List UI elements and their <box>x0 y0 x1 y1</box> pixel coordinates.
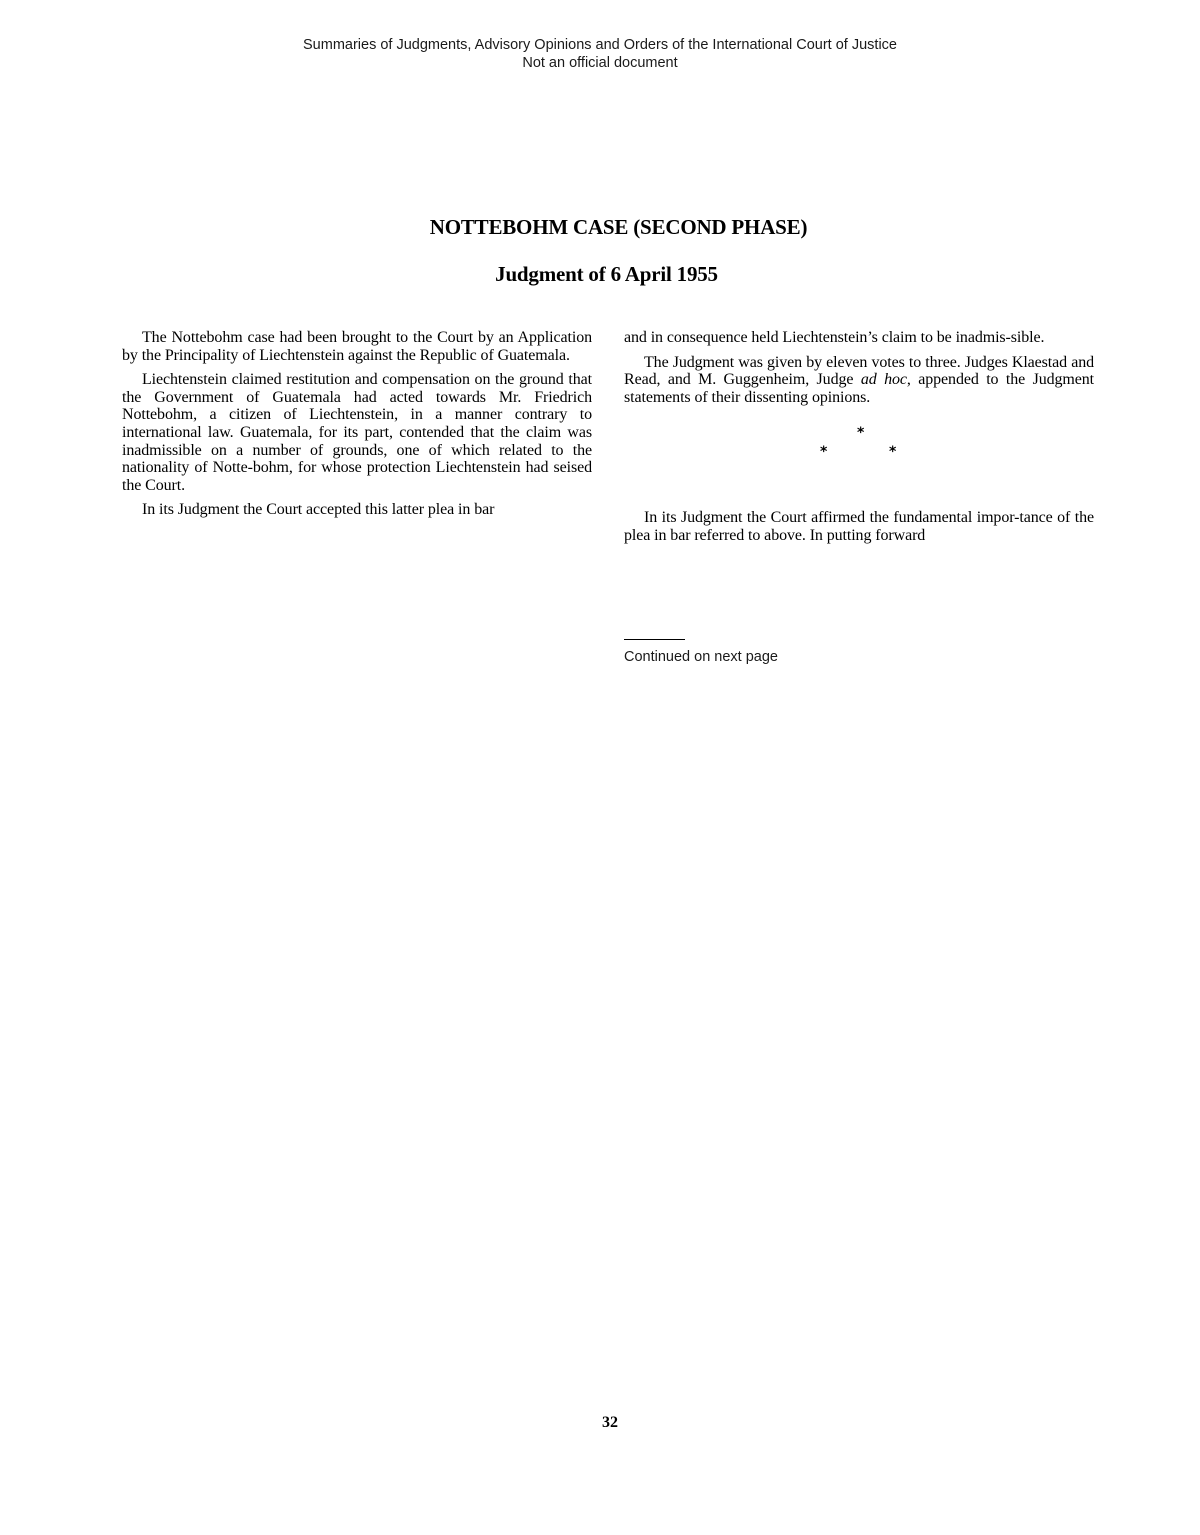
paragraph-text: , appended to the Judgment statements of their dissenting opinions. <box>624 371 1094 406</box>
header-line-1: Summaries of Judgments, Advisory Opinions and Orders of the International Court of Justice <box>303 37 897 53</box>
continued-note: Continued on next page <box>624 649 778 665</box>
asterisk: * <box>857 425 865 442</box>
asterisk: * <box>820 444 828 461</box>
paragraph: In its Judgment the Court affirmed the fundamental impor-tance of the plea in bar referred to above. In putting forward <box>624 509 1094 544</box>
italic-term: ad hoc <box>860 371 907 389</box>
paragraph: The Nottebohm case had been brought to the Court by an Application by the Principality of Liechtenstein against the Republic of Guatemala. <box>122 329 592 364</box>
paragraph <box>624 354 1094 407</box>
page-number: 32 <box>602 1414 618 1431</box>
header-line-2: Not an official document <box>522 55 678 71</box>
footnote-divider <box>624 639 685 640</box>
asterisk: * <box>889 444 897 461</box>
asterism-separator <box>624 413 1094 509</box>
right-column <box>624 329 1094 552</box>
paragraph-text: The Judgment was given by eleven votes to three. Judges Klaestad and Read, and M. Guggenheim, Judge <box>624 353 1094 389</box>
paragraph: and in consequence held Liechtenstein’s claim to be inadmis-sible. <box>624 329 1045 346</box>
judgment-date-title: Judgment of 6 April 1955 <box>495 262 718 286</box>
case-title: NOTTEBOHM CASE (SECOND PHASE) <box>429 215 808 239</box>
running-header <box>0 36 1200 72</box>
paragraph: Liechtenstein claimed restitution and compensation on the ground that the Government of Guatemala had acted towards Mr. Friedrich Nottebohm, a citizen of Liechtenstein, in a manner contrary to international law. Guatemala, for its part, contended that the claim was inadmissible on a number of grounds, one of which related to the nationality of Notte-bohm, for whose protection Liechtenstein had seised the Court. <box>122 371 592 494</box>
paragraph: In its Judgment the Court accepted this latter plea in bar <box>142 501 495 519</box>
left-column <box>122 329 592 526</box>
